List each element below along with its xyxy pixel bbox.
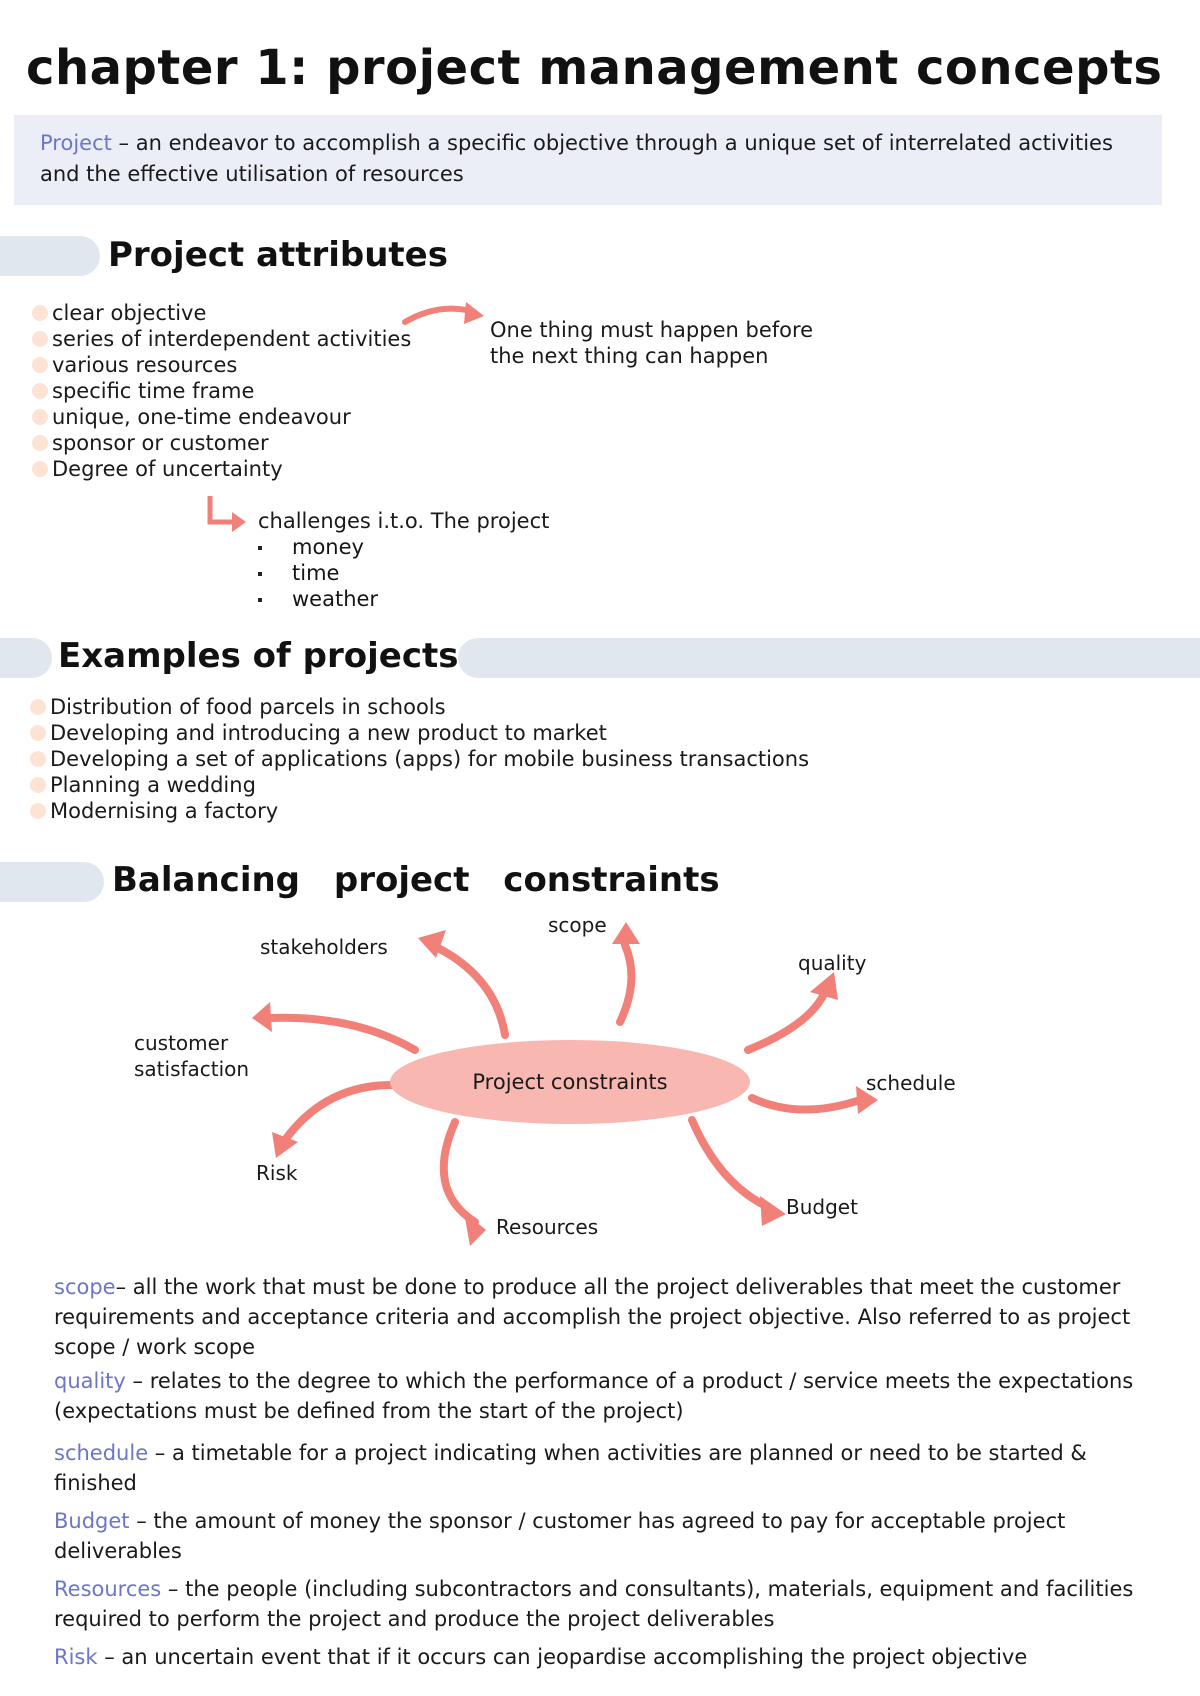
definition-separator: –: [111, 131, 136, 155]
examples-heading: Examples of projects: [58, 636, 459, 676]
elbow-arrow-icon: [204, 494, 252, 536]
examples-list: [30, 694, 809, 824]
definition-schedule: schedule – a timetable for a project indicating when activities are planned or need to be started & finished: [54, 1441, 1087, 1495]
interdependent-note: One thing must happen before the next thing can happen: [490, 318, 814, 368]
list-item: Developing and introducing a new product to market: [30, 720, 809, 746]
constraints-heading: Balancing project constraints: [112, 860, 720, 900]
definition-resources: Resources – the people (including subcontractors and consultants), materials, equipment and facilities required to perform the project and produce the project deliverables: [54, 1577, 1134, 1631]
uncertainty-note-title: challenges i.t.o. The project: [258, 509, 550, 533]
definition-budget: Budget – the amount of money the sponsor / customer has agreed to pay for acceptable project deliverables: [54, 1509, 1066, 1563]
label-resources: Resources: [496, 1215, 599, 1239]
list-item: Distribution of food parcels in schools: [30, 694, 809, 720]
list-item: Modernising a factory: [30, 798, 809, 824]
list-item: weather: [258, 586, 378, 612]
definition-quality: quality – relates to the degree to which the performance of a product / service meets the expectations (expectations must be defined from the start of the project): [54, 1369, 1134, 1423]
attributes-heading: Project attributes: [108, 235, 448, 275]
constraints-center-label: Project constraints: [472, 1070, 668, 1094]
label-scope: scope: [548, 913, 607, 937]
list-item: various resources: [32, 352, 411, 378]
list-item: money: [258, 534, 378, 560]
label-quality: quality: [798, 951, 867, 975]
curved-arrow-icon: [400, 298, 490, 338]
list-item: Degree of uncertainty: [32, 456, 411, 482]
definition-scope: scope– all the work that must be done to produce all the project deliverables that meet the customer requirements and acceptance criteria and accomplish the project objective. Also referred to as project scope / work scope: [54, 1275, 1131, 1359]
page-title: chapter 1: project management concepts: [26, 40, 1163, 96]
list-item: time: [258, 560, 378, 586]
label-stakeholders: stakeholders: [260, 935, 388, 959]
examples-heading-bar-right: [458, 638, 1200, 678]
bullet-dot-icon: [32, 409, 48, 425]
label-risk: Risk: [256, 1161, 298, 1185]
list-item: sponsor or customer: [32, 430, 411, 456]
project-definition: [40, 128, 1140, 190]
bullet-dot-icon: [32, 383, 48, 399]
definition-risk: Risk – an uncertain event that if it occurs can jeopardise accomplishing the project objective: [54, 1645, 1028, 1669]
attributes-heading-bar: [0, 236, 100, 276]
attributes-list: [32, 300, 411, 482]
label-customer-satisfaction: customer satisfaction: [134, 1031, 250, 1081]
constraints-heading-bar: [0, 862, 104, 902]
definition-term: Project: [40, 131, 112, 155]
list-item: specific time frame: [32, 378, 411, 404]
constraints-center: [390, 1040, 750, 1124]
label-budget: Budget: [786, 1195, 858, 1219]
bullet-dot-icon: [30, 725, 46, 741]
list-item: Planning a wedding: [30, 772, 809, 798]
list-item: unique, one-time endeavour: [32, 404, 411, 430]
bullet-dot-icon: [30, 751, 46, 767]
bullet-dot-icon: [30, 777, 46, 793]
bullet-dot-icon: [32, 461, 48, 477]
definition-text: an endeavor to accomplish a specific objective through a unique set of interrelated activities and the effective utilisation of resources: [40, 131, 1113, 186]
list-item: Developing a set of applications (apps) for mobile business transactions: [30, 746, 809, 772]
bullet-dot-icon: [32, 305, 48, 321]
bullet-dot-icon: [30, 699, 46, 715]
label-schedule: schedule: [866, 1071, 956, 1095]
bullet-dot-icon: [30, 803, 46, 819]
bullet-dot-icon: [32, 435, 48, 451]
list-item: series of interdependent activities: [32, 326, 411, 352]
list-item: clear objective: [32, 300, 411, 326]
bullet-dot-icon: [32, 331, 48, 347]
examples-heading-bar-left: [0, 638, 52, 678]
bullet-dot-icon: [32, 357, 48, 373]
uncertainty-challenges-list: [258, 534, 378, 612]
